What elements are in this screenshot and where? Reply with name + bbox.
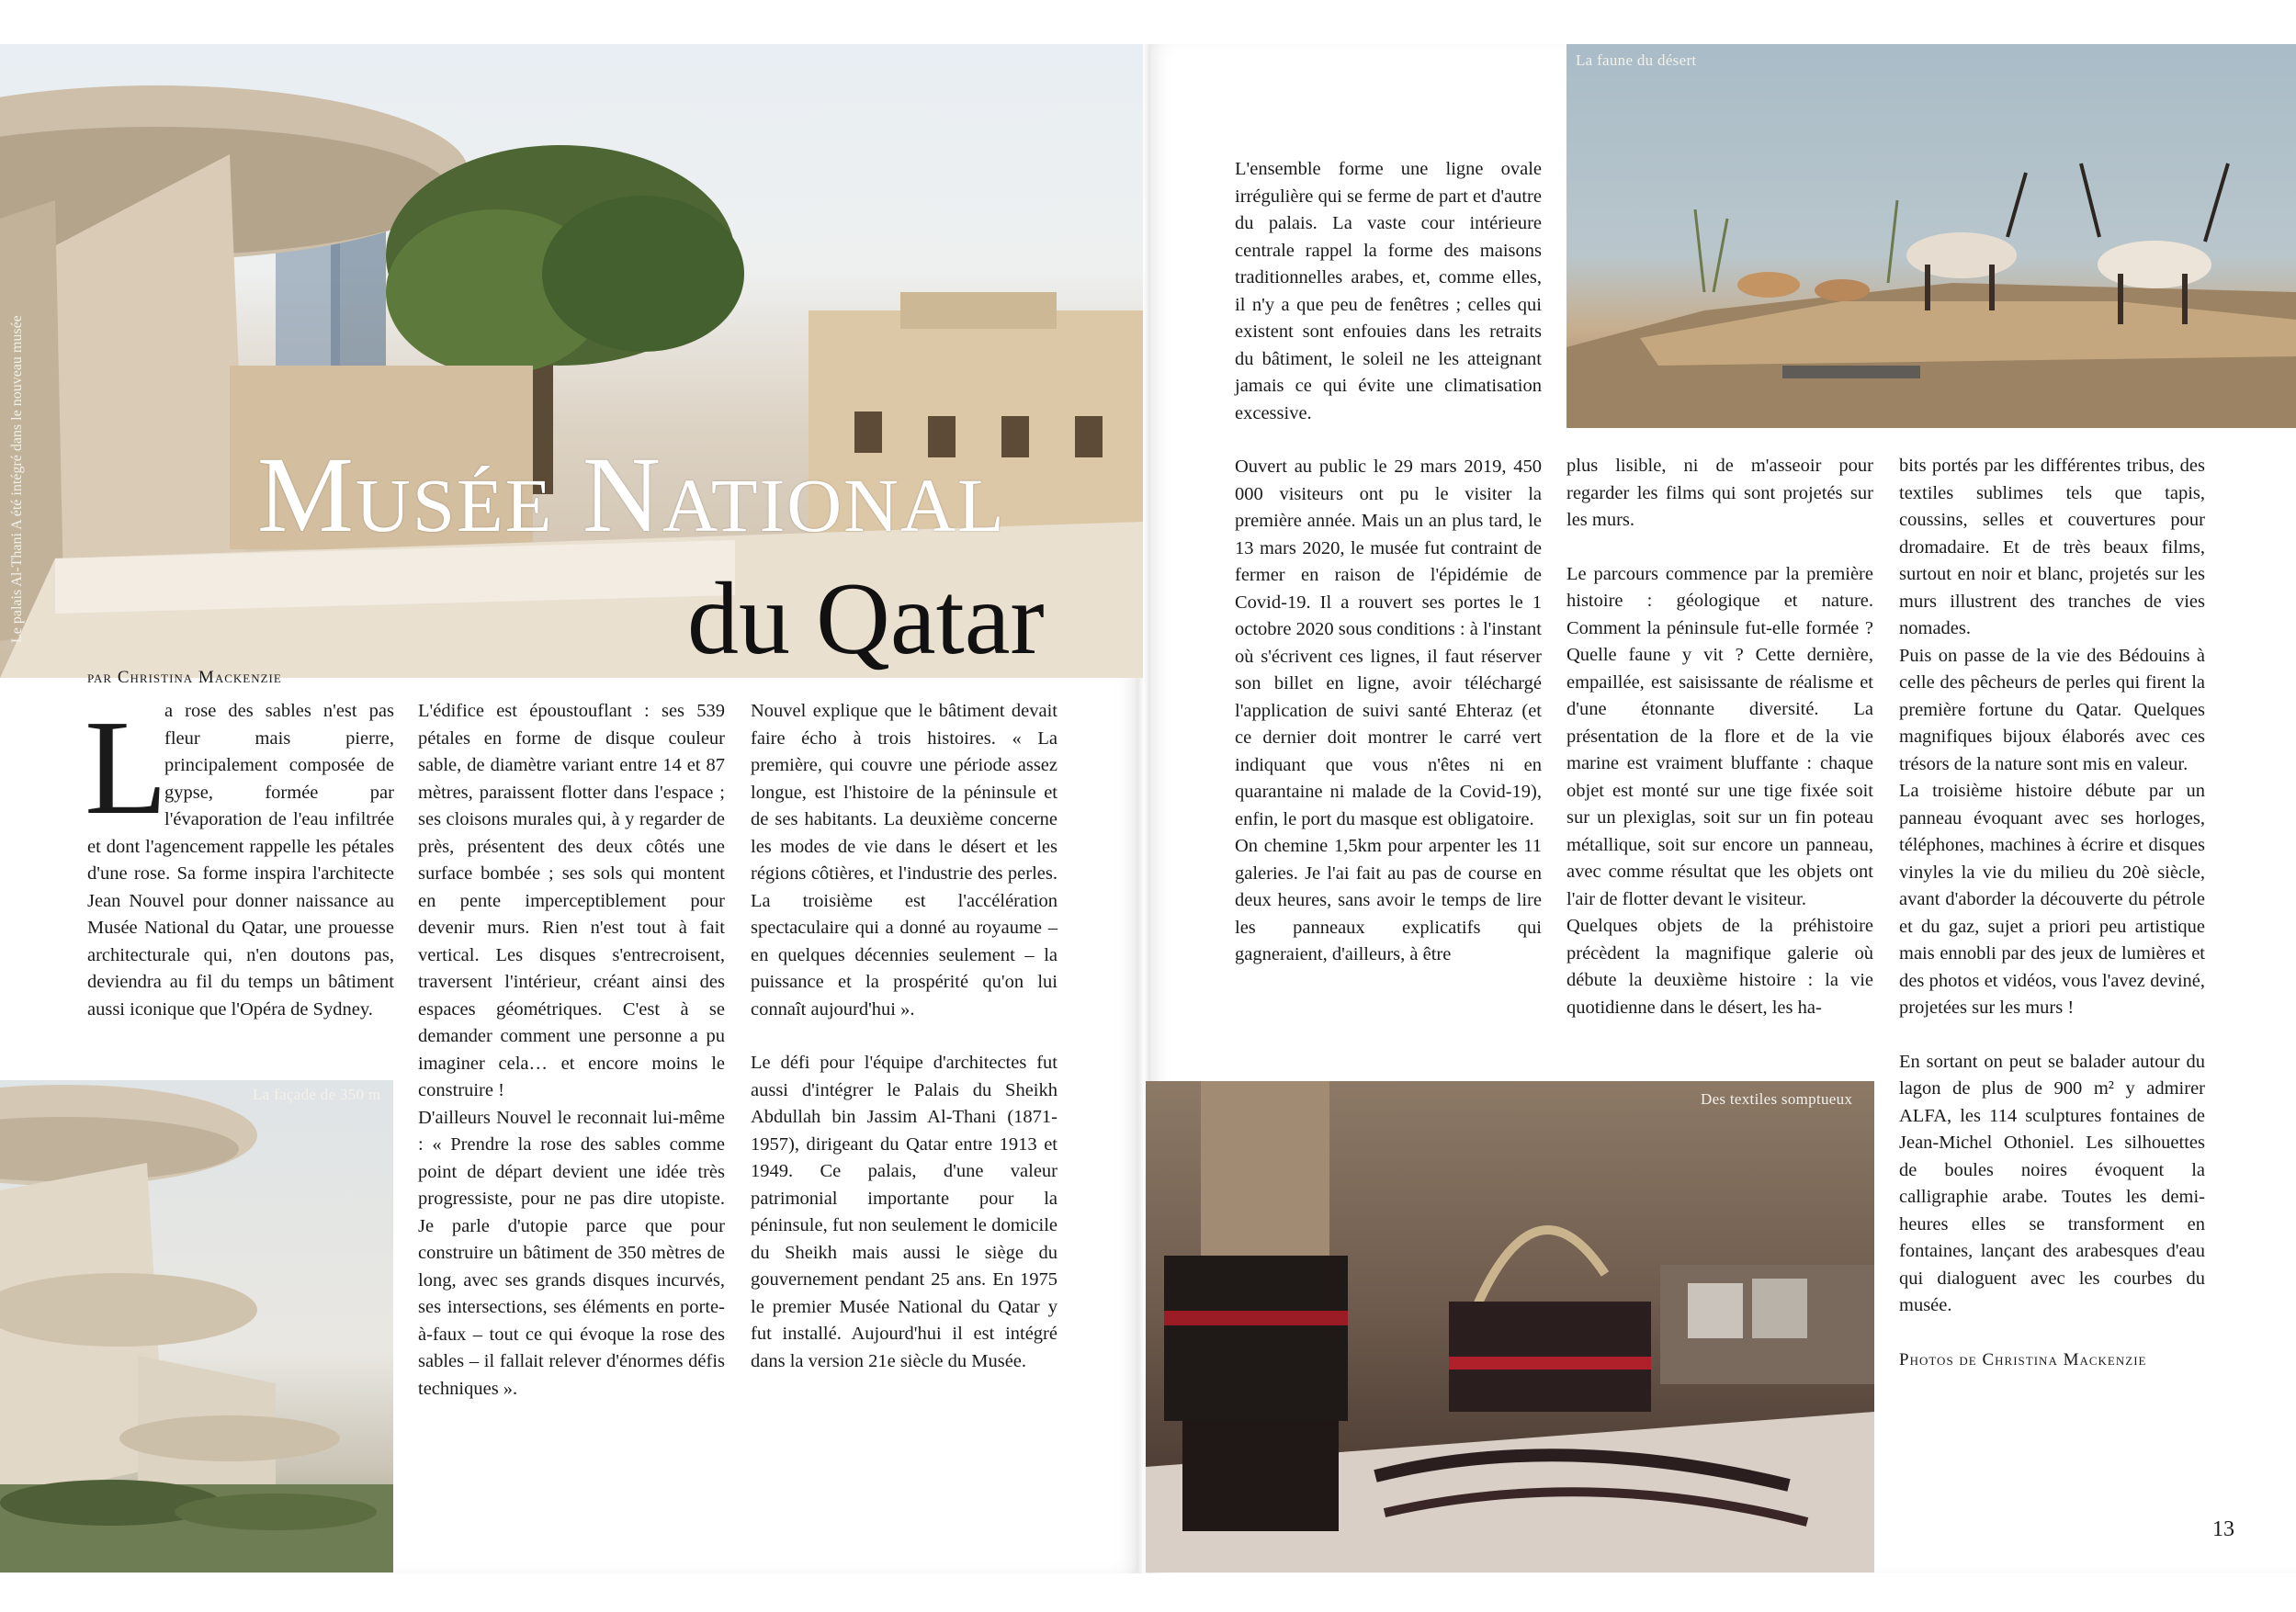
page-number: 13 — [2212, 1517, 2234, 1541]
faune-photo — [1566, 44, 2296, 428]
col4-paragraph-3: On chemine 1,5km pour arpenter les 11 galeries. Je l'ai fait au pas de course en deux heures, sans avoir le temps de lire les panneaux explicatifs qui gagneraient, d'ailleurs, à être — [1235, 836, 1542, 964]
faune-illustration — [1566, 44, 2296, 428]
column-3 — [751, 698, 1058, 1402]
col3-paragraph-2: Le défi pour l'équipe d'architectes fut aussi d'intégrer le Palais du Sheikh Abdullah bin Jassim Al-Thani (1871-1957), dirigeant du Qatar entre 1913 et 1949. Ce palais, d'une valeur patrimonial importante pour la péninsule, fut non seulement le domicile du Sheikh mais aussi le siège du gouvernement pendant 25 ans. En 1975 le premier Musée National du Qatar y fut installé. Aujourd'hui il est intégré dans la version 21e siècle du Musée. — [751, 1053, 1058, 1371]
col3-paragraph-1: Nouvel explique que le bâtiment devait faire écho à trois histoires. « La première, qui couvre une période assez longue, est l'histoire de la péninsule et de ses habitants. La deuxième concerne les modes de vie dans le désert et les régions côtières, et l'industrie des perles. La troisième est l'accélération spectaculaire qui a donné au royaume – en quelques décennies seulement – la puissance et la prospérité qu'on lui connaît aujourd'hui ». — [751, 701, 1058, 1020]
col4-paragraph-1: L'ensemble forme une ligne ovale irrégulière qui se ferme de part et d'autre du palais. La vaste cour intérieure centrale rappel la forme des maisons traditionnelles arabes, et, comme elles, il n'y a que peu de fenêtres ; celles qui existent sont enfouies dans les retraits du bâtiment, le soleil ne les atteignant jamais ce qui évite une climatisation excessive. — [1235, 159, 1542, 423]
column-4 — [1235, 156, 1542, 969]
title-line2: du Qatar — [687, 562, 1045, 676]
col1-paragraph — [85, 693, 394, 1023]
col5-paragraph-3: Quelques objets de la préhistoire précèdent la magnifique galerie où débute la deuxième histoire : la vie quotidienne dans le désert, les ha- — [1566, 916, 1873, 1018]
column-2 — [418, 698, 725, 1403]
facade-illustration — [0, 1080, 393, 1573]
title-line1: Musée National — [257, 434, 1006, 555]
col4-paragraph-2: Ouvert au public le 29 mars 2019, 450 000 visiteurs ont pu le visiter la première année. Mais un an plus tard, le 13 mars 2020, le musée fut contraint de fermer en raison de l'épidémie de Covid-19. Il a rouvert ses portes le 1 octobre 2020 sous conditions : à l'instant où s'écrivent ces lignes, il faut réserver son billet en ligne, avoir téléchargé l'application de suivi santé Ehteraz (et ce dernier doit montrer le carré vert indiquant que vous n'êtes ni en quarantaine ni malade de la Covid-19), enfin, le port du masque est obligatoire. — [1235, 457, 1542, 829]
dropcap-space — [87, 698, 164, 827]
col2-paragraph-1: L'édifice est époustouflant : ses 539 pétales en forme de disque couleur sable, de diamètre variant entre 14 et 87 mètres, paraissent flotter dans l'espace ; ses cloisons murales qui, à y regarder de près, présentent des deux côtés une surface bombée ; ses sols qui montent en pente imperceptiblement pour devenir murs. Rien n'est tout à fait vertical. Les disques s'entrecroisent, traversent l'intérieur, créant ainsi des espaces géométriques. C'est à se demander comment une personne a pu imaginer cela… et encore moins le construire ! — [418, 701, 725, 1100]
faune-caption: La faune du désert — [1576, 51, 1697, 69]
photo-credit: Photos de Christina Mackenzie — [1899, 1349, 2147, 1370]
textiles-photo — [1146, 1081, 1874, 1573]
col1-text: a rose des sables n'est pas fleur mais pierre, principalement composée de gypse, formée par l'évaporation de l'eau infiltrée et dont l'agencement rappelle les pétales d'une rose. Sa forme inspira l'architecte Jean Nouvel pour donner naissance au Musée National du Qatar, une prouesse architecturale qui, n'en doutons pas, deviendra au fil du temps un bâtiment aussi iconique que l'Opéra de Sydney. — [87, 701, 394, 1020]
textiles-caption: Des textiles somptueux — [1701, 1090, 1853, 1108]
col6-paragraph-3: La troisième histoire débute par un panneau évoquant avec ses horloges, téléphones, machines à écrire et disques vinyles la vie du milieu du 20è siècle, avant d'aborder la découverte du pétrole et du gaz, sujet a priori peu artistique mais ennobli par des jeux de lumières et des photos et vidéos, vous l'avez deviné, projetées sur les murs ! — [1899, 781, 2205, 1018]
facade-photo — [0, 1080, 393, 1573]
col5-paragraph-2: Le parcours commence par la première histoire : géologique et nature. Comment la péninsule fut-elle formée ? Quelle faune y vit ? Cette dernière, empaillée, est saisissante de réalisme et d'une étonnante diversité. La présentation de la flore et de la vie marine est vraiment bluffante : chaque objet est monté sur une tige fixée soit sur un plexiglas, soit sur un fin poteau métallique, soit sur encore un panneau, avec comme résultat que les objets ont l'air de flotter devant le visiteur. — [1566, 563, 1873, 909]
col6-paragraph-1: bits portés par les différentes tribus, des textiles sublimes tels que tapis, coussins, selles et couvertures pour dromadaire. Et de très beaux films, surtout en noir et blanc, projetés sur les murs illustrent des tranches de vies nomades. — [1899, 456, 2205, 638]
column-5 — [1566, 453, 1873, 1021]
column-1 — [85, 693, 394, 1023]
col2-paragraph-2: D'ailleurs Nouvel le reconnait lui-même : « Prendre la rose des sables comme point de départ devient une idée très progressiste, pour ne pas dire utopiste. Je parle d'utopie parce que pour construire un bâtiment de 350 mètres de long, avec ses grands disques incurvés, ses intersections, ses éléments en porte-à-faux – tout ce qui évoque la rose des sables – il fallait relever d'énormes défis techniques ». — [418, 1107, 725, 1399]
hero-vertical-caption: Le palais Al-Thani A été intégré dans le nouveau musée — [9, 315, 25, 643]
facade-caption: La façade de 350 m — [253, 1086, 381, 1103]
textiles-illustration — [1146, 1081, 1874, 1573]
byline: par Christina Mackenzie — [87, 668, 282, 687]
col6-paragraph-4: En sortant on peut se balader autour du lagon de plus de 900 m² y admirer ALFA, les 114 sculptures fontaines de Jean-Michel Othoniel. Les silhouettes de boules noires évoquent la calligraphie arabe. Toutes les demi-heures elles se transforment en fontaines, lançant des arabesques d'eau qui dialoguent avec les courbes du musée. — [1899, 1051, 2205, 1315]
column-6 — [1899, 453, 2205, 1373]
drop-cap: L — [85, 693, 168, 843]
col6-paragraph-2: Puis on passe de la vie des Bédouins à celle des pêcheurs de perles qui firent la première fortune du Qatar. Quelques magnifiques bijoux élaborés avec ces trésors de la nature sont mis en valeur. — [1899, 645, 2205, 774]
col5-paragraph-1: plus lisible, ni de m'asseoir pour regarder les films qui sont projetés sur les murs. — [1566, 456, 1873, 530]
